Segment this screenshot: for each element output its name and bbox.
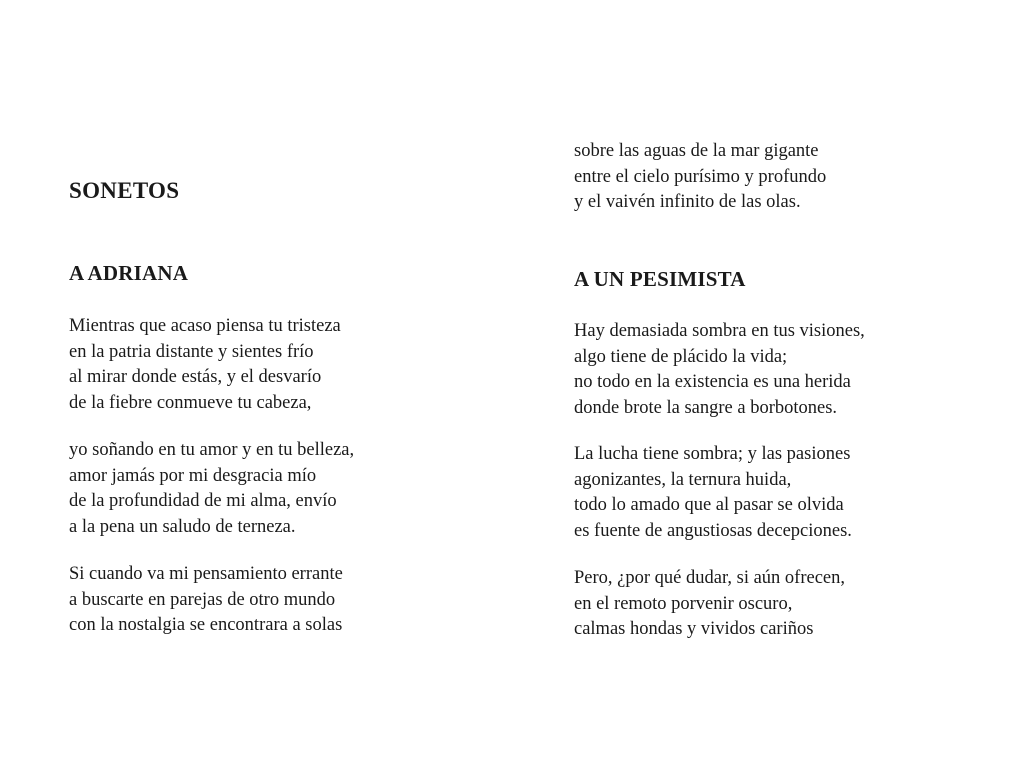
poem-title-a-adriana: A ADRIANA [69,261,189,285]
verse-line: en la patria distante y sientes frío [69,341,314,362]
verse-line: amor jamás por mi desgracia mío [69,465,317,486]
verse-line: al mirar donde estás, y el desvarío [69,367,322,387]
book-title: SONETOS [69,178,180,203]
verse-line: algo tiene de plácido la vida; [574,346,788,367]
stanza [574,319,865,421]
verse-line: es fuente de angustiosas decepciones. [574,520,852,541]
verse-line: Pero, ¿por qué dudar, si aún ofrecen, [574,568,846,588]
verse-line: y el vaivén infinito de las olas. [574,192,801,212]
verse-line: calmas hondas y vividos cariños [574,619,814,639]
verse-line: en el remoto porvenir oscuro, [574,593,793,614]
verse-line: Si cuando va mi pensamiento errante [69,564,343,584]
verse-line: a buscarte en parejas de otro mundo [69,589,336,610]
poem-title-a-un-pesimista: A UN PESIMISTA [574,267,746,291]
verse-line: entre el cielo purísimo y profundo [574,166,827,187]
verse-line: Mientras que acaso piensa tu tristeza [69,316,341,336]
stanza [574,566,845,643]
stanza-continuation [574,139,826,216]
verse-line: con la nostalgia se encontrara a solas [69,615,343,635]
stanza [574,442,852,544]
stanza [69,438,354,540]
verse-line: Hay demasiada sombra en tus visiones, [574,321,865,341]
verse-line: de la fiebre conmueve tu cabeza, [69,392,312,413]
verse-line: sobre las aguas de la mar gigante [574,141,819,161]
verse-line: donde brote la sangre a borbotones. [574,397,838,418]
verse-line: de la profundidad de mi alma, envío [69,491,337,511]
verse-line: La lucha tiene sombra; y las pasiones [574,444,851,464]
verse-line: todo lo amado que al pasar se olvida [574,495,844,515]
verse-line: agonizantes, la ternura huida, [574,469,792,490]
verse-line: a la pena un saludo de terneza. [69,516,296,537]
stanza [69,314,341,416]
verse-line: yo soñando en tu amor y en tu belleza, [69,440,355,460]
stanza [69,562,343,639]
verse-line: no todo en la existencia es una herida [574,372,851,392]
